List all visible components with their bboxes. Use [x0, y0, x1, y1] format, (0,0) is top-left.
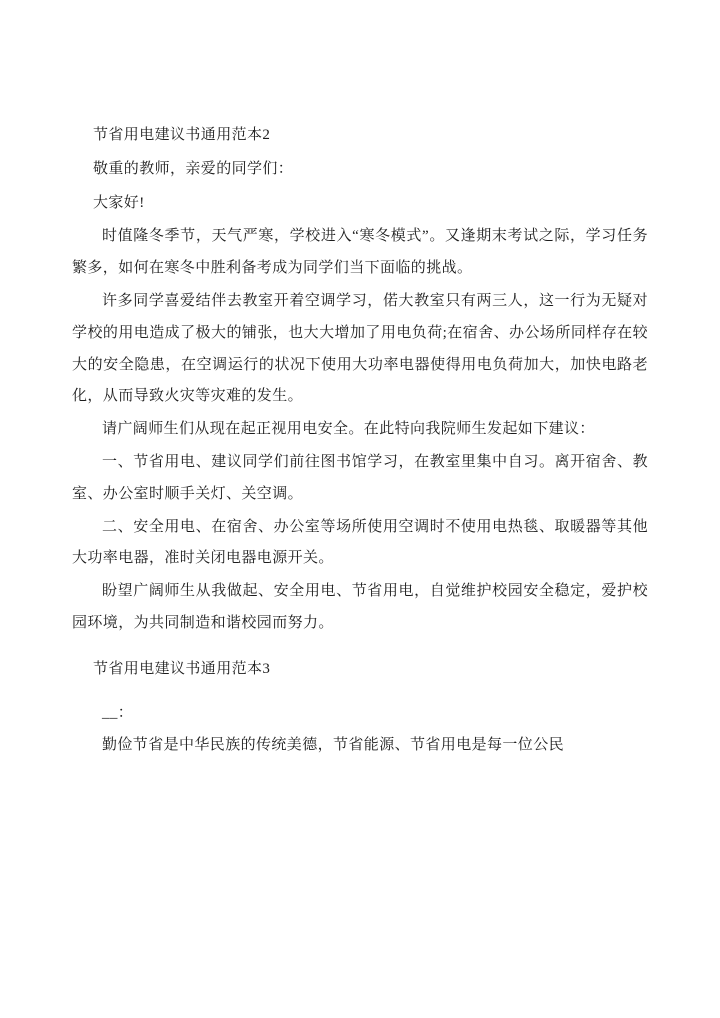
- document-body: [72, 120, 648, 762]
- greeting-line: 大家好!: [93, 194, 145, 211]
- addressee-line: __：: [102, 704, 134, 721]
- paragraph: 勤俭节省是中华民族的传统美德，节省能源、节省用电是每一位公民: [102, 737, 565, 754]
- section-heading: 节省用电建议书通用范本2: [93, 127, 271, 143]
- section-heading: 节省用电建议书通用范本3: [93, 660, 271, 677]
- salutation-line: 敬重的教师，亲爱的同学们：: [93, 160, 294, 177]
- paragraph: 盼望广阔师生从我做起、安全用电、节省用电，自觉维护校园安全稳定，爱护校园环境，为共同制造和谐校园而努力。: [72, 583, 648, 631]
- paragraph: 一、节省用电、建议同学们前往图书馆学习，在教室里集中自习。离开宿舍、教室、办公室时顺手关灯、关空调。: [72, 453, 648, 502]
- paragraph: 二、安全用电、在宿舍、办公室等场所使用空调时不使用电热毯、取暖器等其他大功率电器，准时关闭电器电源开关。: [72, 518, 648, 567]
- paragraph: 请广阔师生们从现在起正视用电安全。在此特向我院师生发起如下建议：: [102, 421, 595, 438]
- paragraph: 许多同学喜爱结伴去教室开着空调学习，偌大教室只有两三人，这一行为无疑对学校的用电造成了极大的铺张，也大大增加了用电负荷;在宿舍、办公场所同样存在较大的安全隐患，在空调运行的状况下使用大功率电器使得用电负荷加大，加快电路老化，从而导致火灾等灾难的发生。: [72, 292, 648, 405]
- paragraph: 时值隆冬季节，天气严寒，学校进入“寒冬模式”。又逢期末考试之际，学习任务繁多，如何在寒冬中胜利备考成为同学们当下面临的挑战。: [72, 228, 648, 277]
